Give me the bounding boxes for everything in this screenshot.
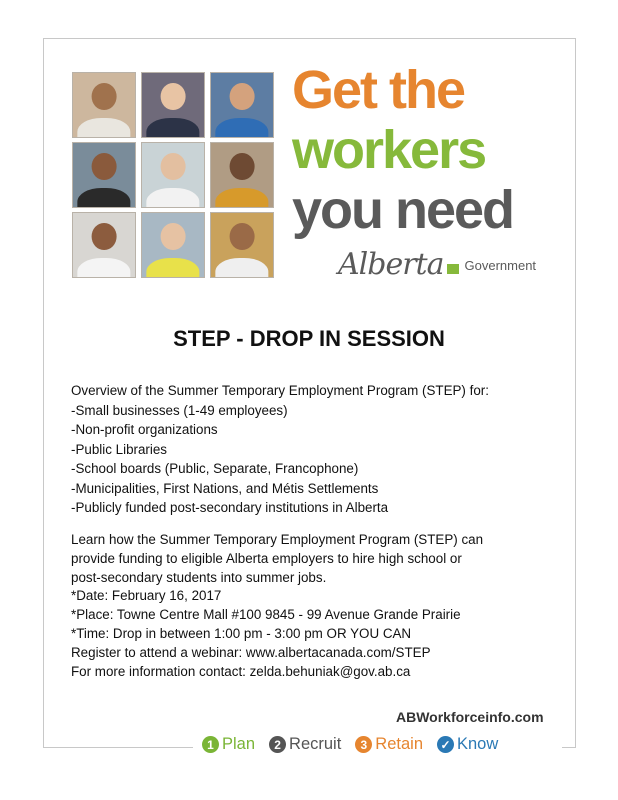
step-label: Plan [222, 735, 256, 753]
person-body-shape [77, 188, 130, 208]
office-worker-photo [72, 72, 136, 138]
footer-rule-right [562, 747, 576, 748]
description-line: Learn how the Summer Temporary Employment Program (STEP) can [71, 532, 484, 547]
person-head-shape [161, 223, 186, 250]
session-date: *Date: February 16, 2017 [71, 588, 222, 604]
program-overview [71, 381, 551, 518]
alberta-logo-mark-icon [447, 264, 459, 274]
person-head-shape [92, 83, 117, 110]
safety-inspector-photo [210, 212, 274, 278]
eligible-item: -School boards (Public, Separate, Francophone) [71, 461, 359, 476]
session-time: *Time: Drop in between 1:00 pm - 3:00 pm OR YOU CAN [71, 625, 412, 641]
person-head-shape [161, 153, 186, 180]
contact-info: For more information contact: zelda.behuniak@gov.ab.ca [71, 663, 411, 679]
person-body-shape [77, 118, 130, 138]
description-line: provide funding to eligible Alberta employers to hire high school or [71, 550, 462, 566]
chef-photo [72, 212, 136, 278]
eligible-item: -Publicly funded post-secondary institutions in Alberta [71, 500, 389, 515]
eligible-item: -Small businesses (1-49 employees) [71, 402, 288, 418]
step-label: Retain [375, 735, 423, 753]
hardhat-engineer-photo [141, 212, 205, 278]
person-body-shape [77, 258, 130, 278]
step-plan [202, 735, 255, 754]
person-body-shape [146, 118, 199, 138]
person-body-shape [215, 188, 268, 208]
alberta-wordmark: Alberta [338, 247, 444, 282]
description-line: post-secondary students into summer jobs. [71, 569, 327, 585]
workforce-steps [202, 735, 498, 754]
person-body-shape [215, 118, 268, 138]
headline-line-1: Get the [292, 60, 465, 120]
step-know [437, 735, 498, 754]
session-place: *Place: Towne Centre Mall #100 9845 - 99 Avenue Grande Prairie [71, 607, 461, 623]
step-label: Know [457, 735, 499, 753]
footer-rule-left [43, 747, 193, 748]
government-label: Government [464, 258, 537, 273]
step-recruit [269, 735, 341, 754]
headline-line-3: you need [292, 180, 514, 240]
person-head-shape [161, 83, 186, 110]
person-head-shape [230, 223, 255, 250]
worker-photo-grid [72, 72, 274, 279]
technician-headset-photo [210, 72, 274, 138]
person-body-shape [215, 258, 268, 278]
person-head-shape [230, 153, 255, 180]
step-label: Recruit [289, 735, 342, 753]
lab-scientist-photo [141, 142, 205, 208]
step-2-icon: 2 [269, 736, 286, 753]
webinar-registration: Register to attend a webinar: www.albertacanada.com/STEP [71, 644, 431, 660]
step-retain [355, 735, 423, 754]
session-details [71, 531, 561, 681]
session-title: STEP - DROP IN SESSION [173, 326, 445, 351]
person-head-shape [230, 83, 255, 110]
workforce-site-link: ABWorkforceinfo.com [396, 709, 544, 725]
person-head-shape [92, 153, 117, 180]
step-3-icon: 3 [355, 736, 372, 753]
person-body-shape [146, 188, 199, 208]
eligible-item: -Non-profit organizations [71, 422, 218, 437]
step-1-icon: 1 [202, 736, 219, 753]
eligible-item: -Public Libraries [71, 441, 168, 457]
checkmark-icon: ✓ [437, 736, 454, 753]
construction-worker-photo [72, 142, 136, 208]
headline [292, 60, 562, 240]
person-head-shape [92, 223, 117, 250]
headline-line-2: workers [292, 120, 486, 180]
overview-intro: Overview of the Summer Temporary Employment Program (STEP) for: [71, 383, 489, 398]
eligible-item: -Municipalities, First Nations, and Métis Settlements [71, 480, 379, 496]
team-meeting-photo [210, 142, 274, 208]
alberta-government-logo [338, 248, 536, 280]
person-body-shape [146, 258, 199, 278]
nurse-photo [141, 72, 205, 138]
